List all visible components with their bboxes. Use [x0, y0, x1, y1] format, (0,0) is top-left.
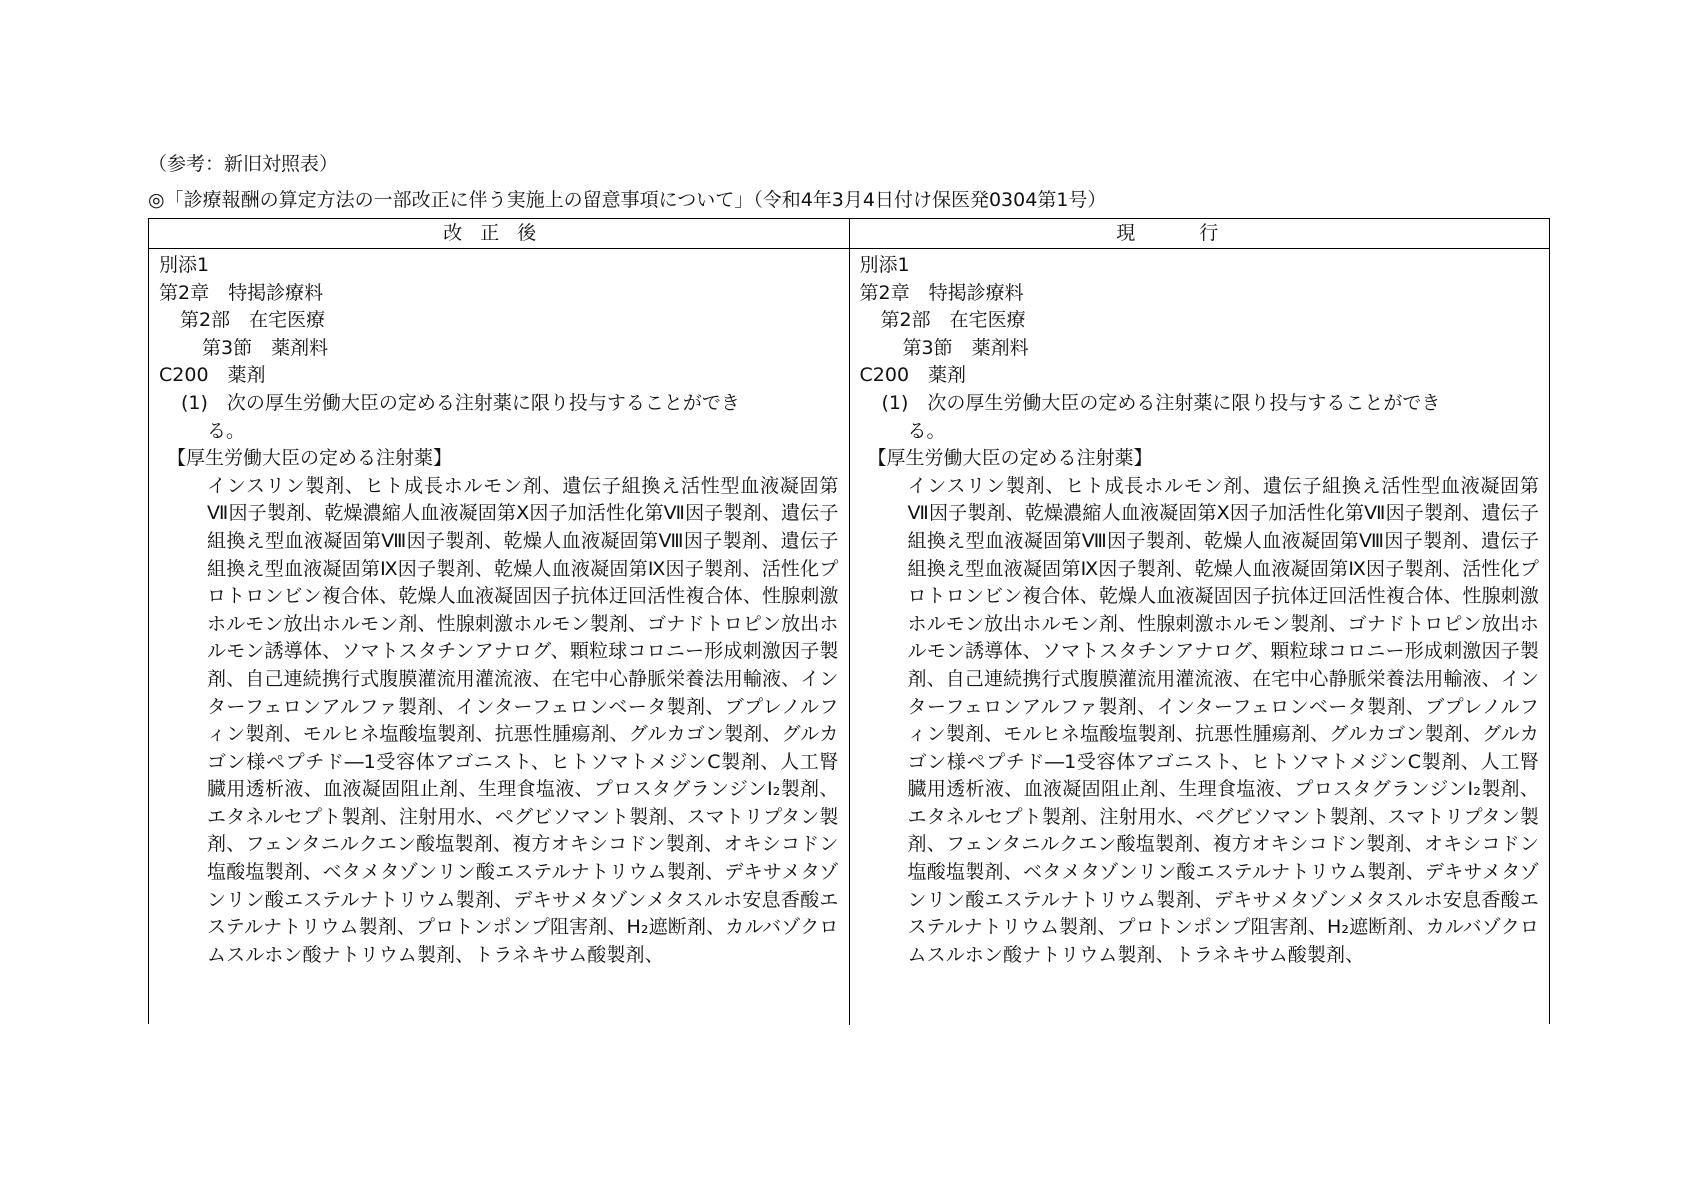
part-heading: 第2部 在宅医療 [880, 309, 1026, 332]
bracket-heading: 【厚生労働大臣の定める注射薬】 [167, 447, 453, 470]
table-body-row [149, 249, 1549, 1025]
drug-list-text: インスリン製剤、ヒト成長ホルモン剤、遺伝子組換え活性型血液凝固第Ⅶ因子製剤、乾燥濃縮人血液凝固第Ⅹ因子加活性化第Ⅶ因子製剤、遺伝子組換え型血液凝固第Ⅷ因子製剤、乾燥人血液凝固第Ⅷ因子製剤、遺伝子組換え型血液凝固第Ⅸ因子製剤、乾燥人血液凝固第Ⅸ因子製剤、活性化プロトロンビン複合体、乾燥人血液凝固因子抗体迂回活性複合体、性腺刺激ホルモン放出ホルモン剤、性腺刺激ホルモン製剤、ゴナドトロピン放出ホルモン誘導体、ソマトスタチンアナログ、顆粒球コロニー形成刺激因子製剤、自己連続携行式腹膜灌流用灌流液、在宅中心静脈栄養法用輸液、インターフェロンアルファ製剤、インターフェロンベータ製剤、ブプレノルフィン製剤、モルヒネ塩酸塩製剤、抗悪性腫瘍剤、グルカゴン製剤、グルカゴン様ペプチド―1受容体アゴニスト、ヒトソマトメジンC製剤、人工腎臓用透析液、血液凝固阻止剤、生理食塩液、プロスタグランジンI₂製剤、エタネルセプト製剤、注射用水、ペグビソマント製剤、スマトリプタン製剤、フェンタニルクエン酸塩製剤、複方オキシコドン製剤、オキシコドン塩酸塩製剤、ベタメタゾンリン酸エステルナトリウム製剤、デキサメタゾンリン酸エステルナトリウム製剤、デキサメタゾンメタスルホ安息香酸エステルナトリウム製剤、プロトンポンプ阻害剤、H₂遮断剤、カルバゾクロムスルホン酸ナトリウム製剤、トラネキサム酸製剤、 [207, 474, 839, 966]
item-1-continuation: る。 [207, 419, 246, 442]
header-revised: 改正後 [149, 219, 850, 248]
header-current: 現行 [1116, 222, 1283, 244]
drug-list-text: インスリン製剤、ヒト成長ホルモン剤、遺伝子組換え活性型血液凝固第Ⅶ因子製剤、乾燥濃縮人血液凝固第Ⅹ因子加活性化第Ⅶ因子製剤、遺伝子組換え型血液凝固第Ⅷ因子製剤、乾燥人血液凝固第Ⅷ因子製剤、遺伝子組換え型血液凝固第Ⅸ因子製剤、乾燥人血液凝固第Ⅸ因子製剤、活性化プロトロンビン複合体、乾燥人血液凝固因子抗体迂回活性複合体、性腺刺激ホルモン放出ホルモン剤、性腺刺激ホルモン製剤、ゴナドトロピン放出ホルモン誘導体、ソマトスタチンアナログ、顆粒球コロニー形成刺激因子製剤、自己連続携行式腹膜灌流用灌流液、在宅中心静脈栄養法用輸液、インターフェロンアルファ製剤、インターフェロンベータ製剤、ブプレノルフィン製剤、モルヒネ塩酸塩製剤、抗悪性腫瘍剤、グルカゴン製剤、グルカゴン様ペプチド―1受容体アゴニスト、ヒトソマトメジンC製剤、人工腎臓用透析液、血液凝固阻止剤、生理食塩液、プロスタグランジンI₂製剤、エタネルセプト製剤、注射用水、ペグビソマント製剤、スマトリプタン製剤、フェンタニルクエン酸塩製剤、複方オキシコドン製剤、オキシコドン塩酸塩製剤、ベタメタゾンリン酸エステルナトリウム製剤、デキサメタゾンリン酸エステルナトリウム製剤、デキサメタゾンメタスルホ安息香酸エステルナトリウム製剤、プロトンポンプ阻害剤、H₂遮断剤、カルバゾクロムスルホン酸ナトリウム製剤、トラネキサム酸製剤、 [907, 474, 1539, 966]
bracket-heading: 【厚生労働大臣の定める注射薬】 [867, 447, 1153, 470]
attachment-label: 別添1 [159, 254, 210, 276]
item-1: (1) 次の厚生労働大臣の定める注射薬に限り投与することができ [881, 391, 1441, 414]
item-1-continuation: る。 [907, 419, 946, 442]
attachment-label: 別添1 [859, 254, 910, 276]
table-header-row [149, 219, 1549, 249]
revised-column [149, 249, 850, 1025]
reference-note: （参考：新旧対照表） [148, 153, 339, 175]
code-heading: C200 薬剤 [159, 364, 266, 387]
section-heading: 第3節 薬剤料 [902, 336, 1029, 359]
item-1: (1) 次の厚生労働大臣の定める注射薬に限り投与することができ [181, 391, 740, 414]
code-heading: C200 薬剤 [859, 364, 967, 387]
current-column [850, 249, 1550, 1025]
comparison-table [148, 218, 1550, 1024]
chapter-heading: 第2章 特掲診療料 [159, 281, 324, 304]
document-title: ◎「診療報酬の算定方法の一部改正に伴う実施上の留意事項について」（令和4年3月4日付け保医発0304第1号） [148, 189, 1107, 211]
part-heading: 第2部 在宅医療 [180, 309, 326, 332]
chapter-heading: 第2章 特掲診療料 [859, 281, 1024, 304]
section-heading: 第3節 薬剤料 [202, 336, 329, 359]
